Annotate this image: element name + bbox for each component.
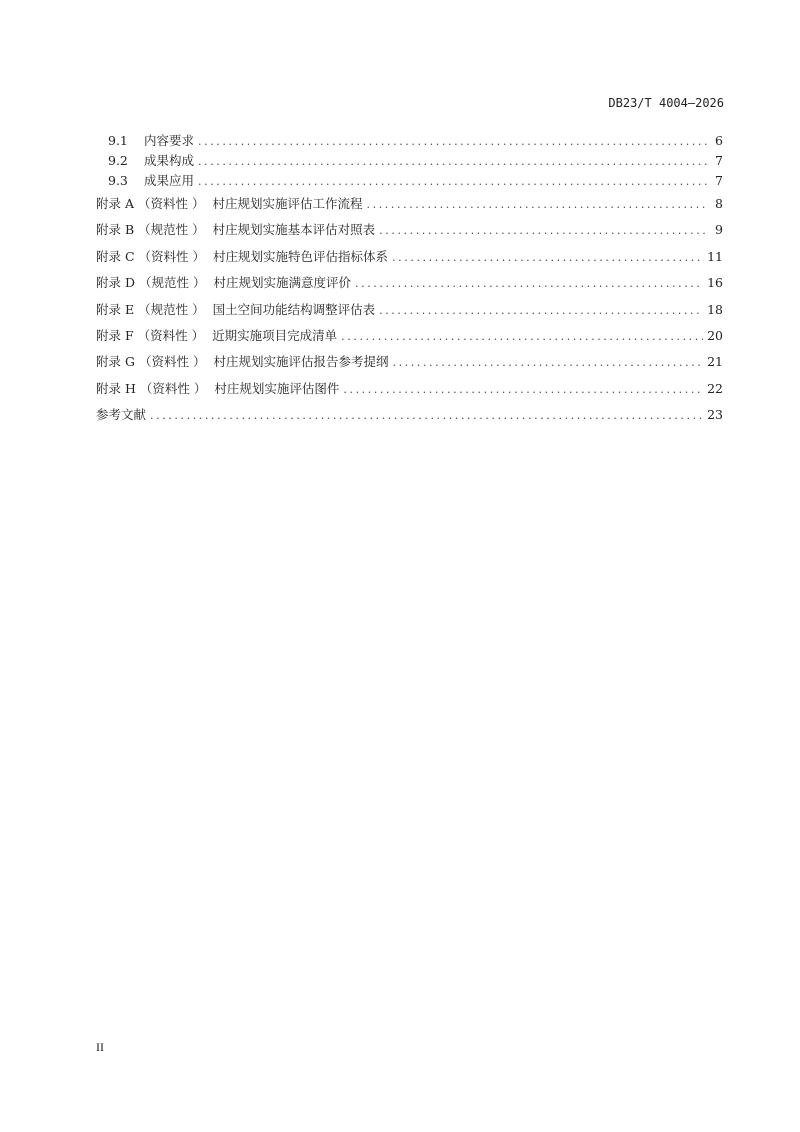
appendix-tag: 附录 H [96, 380, 136, 396]
dot-leader [150, 403, 703, 429]
appendix-type: （规范性 ） [139, 275, 206, 291]
toc-entry-appendix-c[interactable] [96, 244, 723, 270]
appendix-title: 国土空间功能结构调整评估表 [212, 301, 376, 317]
section-number: 9.1 [108, 133, 128, 148]
appendix-tag: 附录 B [96, 222, 135, 238]
page-number: 9 [715, 222, 723, 238]
appendix-tag: 附录 A [96, 196, 135, 211]
toc-entry-references[interactable] [96, 402, 723, 428]
page-number: 16 [707, 275, 723, 291]
references-title: 参考文献 [96, 407, 147, 423]
section-title: 成果应用 [144, 173, 195, 188]
appendix-tag: 附录 F [96, 327, 134, 343]
page-number: 11 [707, 248, 723, 264]
toc-entry-9-1[interactable] [96, 131, 723, 151]
section-number: 9.2 [108, 153, 128, 168]
page-number: 21 [707, 354, 723, 370]
appendix-title: 村庄规划实施评估报告参考提纲 [213, 354, 389, 370]
dot-leader [198, 132, 709, 152]
dot-leader [367, 192, 709, 218]
appendix-tag: 附录 C [96, 248, 135, 264]
appendix-tag: 附录 G [96, 354, 135, 370]
toc-entry-appendix-e[interactable] [96, 297, 723, 323]
footer-page-number: II [96, 1040, 104, 1054]
appendix-title: 村庄规划实施评估图件 [214, 380, 340, 396]
dot-leader [379, 218, 709, 244]
toc-entry-9-2[interactable] [96, 151, 723, 171]
page-number: 7 [715, 173, 723, 188]
section-title: 内容要求 [144, 133, 195, 148]
appendix-title: 村庄规划实施特色评估指标体系 [213, 248, 389, 264]
toc-entry-appendix-b[interactable] [96, 217, 723, 243]
appendix-title: 村庄规划实施评估工作流程 [212, 196, 363, 211]
dot-leader [392, 245, 703, 271]
toc-entry-appendix-g[interactable] [96, 349, 723, 375]
page-number: 6 [715, 133, 723, 148]
page-number: 8 [715, 196, 723, 211]
appendix-title: 村庄规划实施满意度评价 [213, 275, 351, 291]
appendix-title: 村庄规划实施基本评估对照表 [212, 222, 376, 238]
dot-leader [198, 152, 709, 172]
appendix-type: （资料性 ） [137, 327, 205, 343]
table-of-contents [96, 131, 723, 428]
appendix-title: 近期实施项目完成清单 [212, 327, 338, 343]
appendix-tag: 附录 D [96, 275, 135, 291]
toc-entry-9-3[interactable] [96, 171, 723, 191]
dot-leader [198, 172, 709, 192]
appendix-type: （资料性 ） [138, 248, 206, 264]
dot-leader [355, 271, 703, 297]
dot-leader [392, 350, 703, 376]
section-number: 9.3 [108, 173, 128, 188]
toc-entry-appendix-f[interactable] [96, 323, 723, 349]
toc-entry-appendix-d[interactable] [96, 270, 723, 296]
appendix-tag: 附录 E [96, 301, 135, 317]
appendix-type: （资料性 ） [139, 380, 207, 396]
page-number: 18 [707, 301, 723, 317]
appendix-type: （规范性 ） [138, 301, 205, 317]
dot-leader [341, 324, 703, 350]
page-number: 23 [707, 407, 723, 423]
dot-leader [379, 298, 703, 324]
appendix-type: （资料性 ） [138, 354, 206, 370]
appendix-type: （规范性 ） [138, 222, 205, 238]
toc-entry-appendix-h[interactable] [96, 376, 723, 402]
dot-leader [343, 377, 703, 403]
page-number: 22 [707, 380, 723, 396]
page-number: 7 [715, 153, 723, 168]
toc-entry-appendix-a[interactable] [96, 191, 723, 217]
document-code: DB23/T 4004—2026 [608, 96, 724, 110]
appendix-type: （资料性 ） [138, 196, 205, 211]
section-title: 成果构成 [144, 153, 195, 168]
page-number: 20 [707, 327, 723, 343]
